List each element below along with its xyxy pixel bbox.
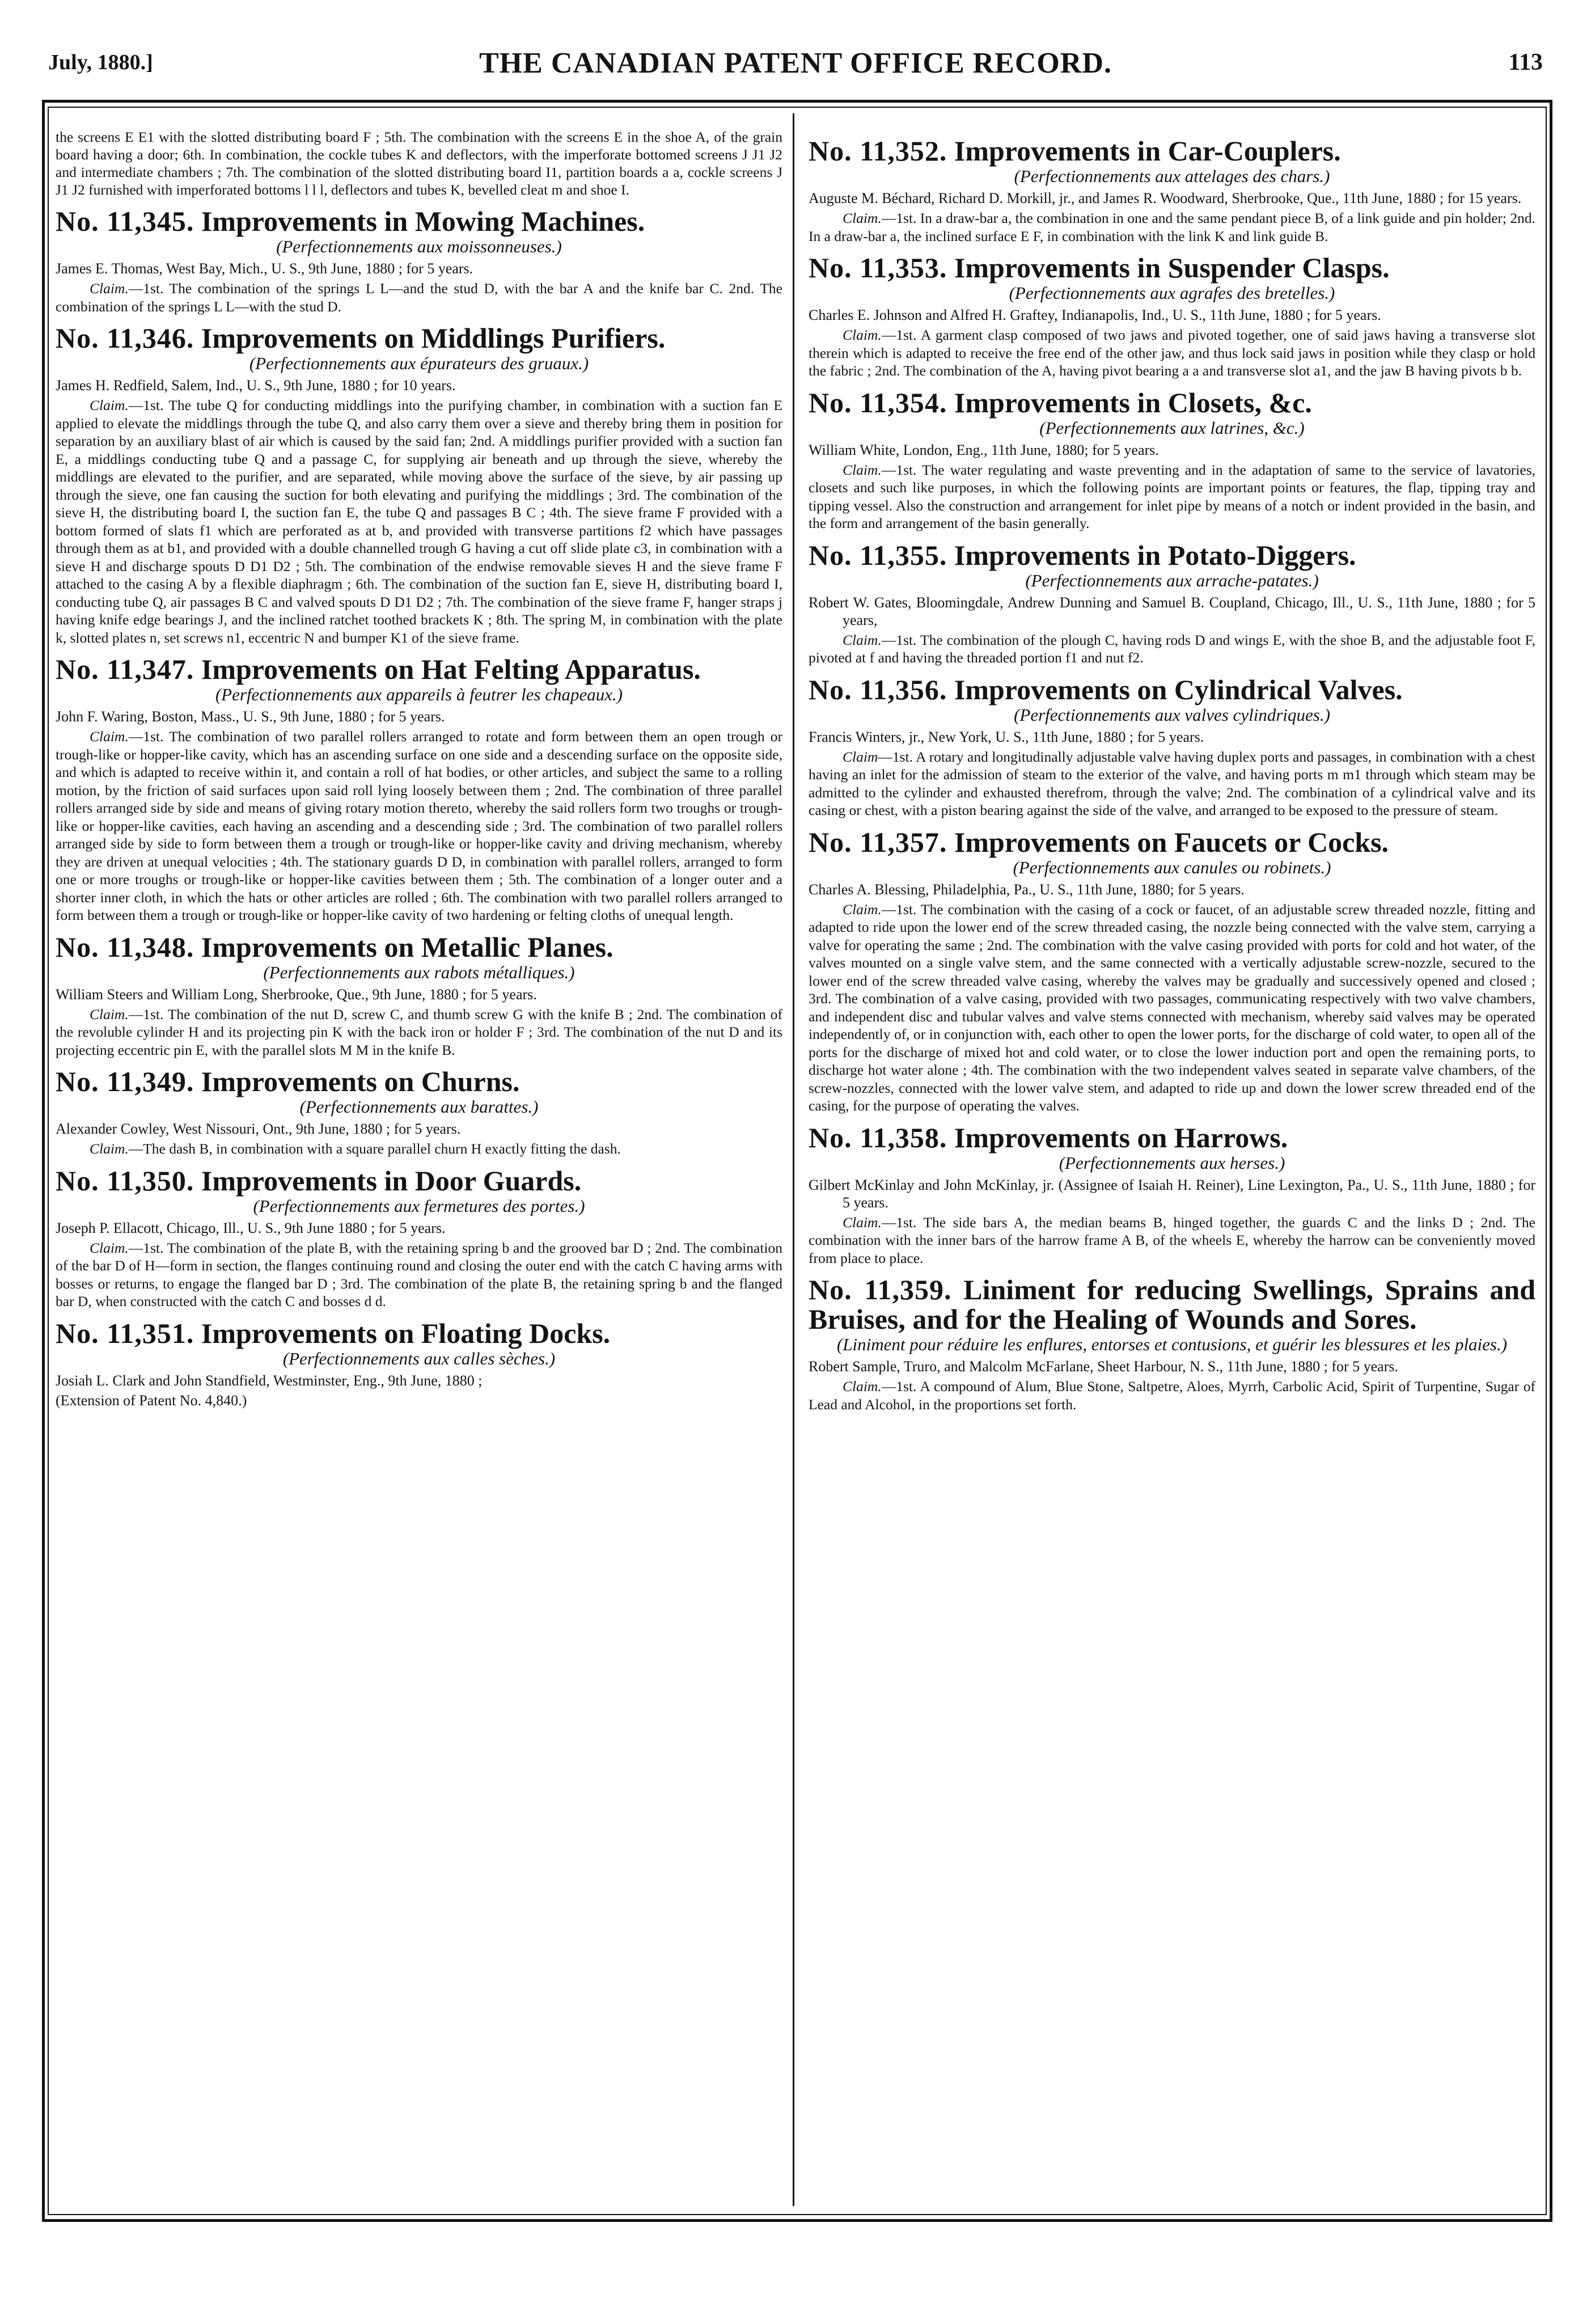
patent-number: No. 11,356. [809, 673, 947, 705]
patent-french-title: (Perfectionnements aux moissonneuses.) [276, 236, 562, 256]
patent-claim [809, 1214, 1535, 1267]
patent-heading [56, 654, 782, 684]
claim-label: Claim. [843, 631, 882, 648]
issue-date: July, 1880.] [48, 50, 153, 74]
patent-assignee: Josiah L. Clark and John Standfield, Westminster, Eng., 9th June, 1880 ; [56, 1372, 483, 1389]
patent-heading [809, 253, 1535, 282]
patent-assignee: William Steers and William Long, Sherbrooke, Que., 9th June, 1880 ; for 5 years. [56, 986, 537, 1003]
patent-claim [809, 1378, 1535, 1413]
patent-assignee: Gilbert McKinlay and John McKinlay, jr. (Assignee of Isaiah H. Reiner), Line Lexington, Pa., U. S., 11th June, 1880 ; for 5 years. [809, 1176, 1535, 1211]
patent-entry [809, 1123, 1535, 1267]
patent-number: No. 11,358. [809, 1121, 947, 1153]
claim-text: —1st. The combination of the springs L L—and the stud D, with the bar A and the knife bar C. 2nd. The combination of the springs L L—with the stud D. [56, 280, 782, 315]
patent-title: Improvements on Cylindrical Valves. [954, 673, 1403, 705]
patent-french-title: (Perfectionnements aux barattes.) [299, 1097, 539, 1117]
claim-label: Claim [843, 748, 878, 765]
patent-assignee: Alexander Cowley, West Nissouri, Ont., 9th June, 1880 ; for 5 years. [56, 1121, 461, 1137]
patent-claim [809, 326, 1535, 380]
patent-entry [56, 1319, 782, 1409]
patent-claim [56, 396, 782, 647]
patent-claim [56, 280, 782, 315]
patent-entry [56, 654, 782, 924]
patent-title: Improvements in Potato-Diggers. [954, 539, 1356, 571]
patent-heading [56, 206, 782, 236]
patent-entry [56, 206, 782, 315]
left-patent-list [56, 206, 782, 1409]
claim-text: —1st. In a draw-bar a, the combination in one and the same pendant piece B, of a link guide and pin holder; 2nd. In a draw-bar a, the inclined surface E F, in combination with the link K and link guide B. [809, 210, 1535, 244]
patent-title: Improvements on Middlings Purifiers. [201, 322, 666, 354]
claim-label: Claim. [843, 327, 882, 343]
patent-heading [56, 1319, 782, 1348]
patent-claim [809, 209, 1535, 245]
patent-claim [809, 901, 1535, 1115]
patent-title: Improvements in Car-Couplers. [954, 135, 1341, 167]
patent-entry [56, 1067, 782, 1158]
patent-french-title: (Perfectionnements aux arrache-patates.) [1025, 570, 1319, 590]
patent-number: No. 11,357. [809, 826, 947, 858]
claim-label: Claim. [843, 461, 882, 478]
patent-title: Improvements on Churns. [201, 1066, 520, 1097]
patent-number: No. 11,352. [809, 135, 947, 167]
patent-heading [56, 323, 782, 353]
patent-heading [56, 1067, 782, 1096]
patent-heading [56, 932, 782, 962]
claim-label: Claim. [843, 1378, 882, 1395]
patent-title: Improvements in Closets, &c. [954, 386, 1312, 419]
patent-number: No. 11,349. [56, 1066, 194, 1097]
continued-claim-text: the screens E E1 with the slotted distributing board F ; 5th. The combination with the screens E in the shoe A, of the grain board having a door; 6th. In combination, the cockle tubes K and deflectors, with the imperforate bottomed screens J J1 J2 and intermediate chambers ; 7th. The combination of the slotted distributing board I1, partition boards a a, cockle screens J J1 J2 furnished with imperforated bottoms l l l, deflectors and tubes K, bevelled cleat m and shoe I. [56, 129, 782, 198]
patent-number: No. 11,350. [56, 1164, 194, 1197]
patent-number: No. 11,353. [809, 252, 947, 284]
right-patent-list [809, 136, 1535, 1413]
patent-entry [809, 827, 1535, 1115]
patent-french-title: (Perfectionnements aux fermetures des portes.) [253, 1195, 585, 1216]
claim-label: Claim. [843, 901, 882, 918]
patent-assignee: Charles A. Blessing, Philadelphia, Pa., U. S., 11th June, 1880; for 5 years. [809, 881, 1245, 898]
patent-entry [809, 540, 1535, 667]
claim-label: Claim. [90, 1005, 129, 1022]
claim-text: —1st. A rotary and longitudinally adjustable valve having duplex ports and passages, in combination with a chest having an inlet for the admission of steam to the exterior of the valve, and having ports m m1 through which steam may be admitted to the cylinder and exhausted therefrom, through the valve; 2nd. The combination of a cylindrical valve and its casing or chest, with a piston bearing against the side of the valve, and arranged to be exposed to the pressure of steam. [809, 748, 1535, 818]
patent-assignee: Charles E. Johnson and Alfred H. Graftey, Indianapolis, Ind., U. S., 11th June, 1880 ; for 5 years. [809, 307, 1381, 323]
patent-claim [809, 748, 1535, 819]
patent-number: No. 11,354. [809, 386, 947, 419]
patent-claim [56, 1239, 782, 1311]
patent-claim [56, 1005, 782, 1059]
claim-text: —1st. A garment clasp composed of two jaws and pivoted together, one of said jaws having a transverse slot therein which is adapted to receive the free end of the other jaw, and thus lock said jaws in position while they clasp or hold the fabric ; 2nd. The combination of the A, having pivot bearing a a and transverse slot a1, and the jaw B having pivots b b. [809, 327, 1535, 379]
patent-entry [809, 253, 1535, 380]
patent-assignee: James E. Thomas, West Bay, Mich., U. S., 9th June, 1880 ; for 5 years. [56, 260, 473, 277]
patent-french-title: (Perfectionnements aux agrafes des bretelles.) [1009, 283, 1335, 303]
patent-entry [56, 323, 782, 647]
claim-text: —1st. The side bars A, the median beams B, hinged together, the guards C and the links D ; 2nd. The combination with the inner bars of the harrow frame A B, of the wheels E, whereby the harrow can be conveniently moved from place to place. [809, 1214, 1535, 1266]
patent-claim [809, 461, 1535, 533]
running-head [48, 47, 1543, 86]
claim-label: Claim. [90, 728, 129, 745]
patent-title: Improvements on Floating Docks. [201, 1317, 611, 1349]
patent-french-title: (Perfectionnements aux appareils à feutrer les chapeaux.) [215, 684, 623, 704]
claim-text: —1st. The combination of the nut D, screw C, and thumb screw G with the knife B ; 2nd. The combination of the revoluble cylinder H and its projecting pin K with the back iron or holder F ; 3rd. The combination of the nut D and its projecting eccentric pin E, with the parallel slots M M in the knife B. [56, 1005, 782, 1058]
patent-number: No. 11,355. [809, 539, 947, 571]
patent-entry [56, 1166, 782, 1311]
left-column [56, 128, 782, 2204]
patent-number: No. 11,359. [809, 1274, 952, 1305]
patent-heading [809, 540, 1535, 570]
patent-title: Improvements on Metallic Planes. [201, 931, 613, 963]
patent-title: Improvements in Door Guards. [201, 1164, 582, 1197]
patent-french-title: (Perfectionnements aux valves cylindriques.) [1014, 704, 1330, 725]
claim-label: Claim. [90, 1239, 129, 1256]
patent-number: No. 11,351. [56, 1317, 194, 1349]
page-number: 113 [1508, 49, 1543, 75]
patent-number: No. 11,347. [56, 653, 194, 685]
patent-title: Improvements in Mowing Machines. [201, 205, 645, 237]
patent-claim [809, 631, 1535, 667]
patent-number: No. 11,345. [56, 205, 194, 237]
patent-french-title: (Perfectionnements aux latrines, &c.) [1039, 417, 1305, 438]
patent-french-title: (Perfectionnements aux herses.) [1059, 1152, 1285, 1173]
patent-assignee: Robert Sample, Truro, and Malcolm McFarlane, Sheet Harbour, N. S., 11th June, 1880 ; for 5 years. [809, 1358, 1398, 1375]
patent-heading [809, 675, 1535, 704]
claim-text: —1st. The tube Q for conducting middlings into the purifying chamber, in combination with a suction fan E applied to elevate the middlings through the tube Q, and also carry them over a sieve and thereby bring them in position for separation by an auxiliary blast of air which is caused by the said fan; 2nd. A middlings purifier provided with a suction fan E, a middlings conducting tube Q and a passage C, for supplying air beneath and up through the sieve, whereby the middlings are elevated to the purifier, and are separated, while moving above the surface of the sieve, by air passing up through the sieve, one fan causing the suction for both elevating and purifying the middlings ; 3rd. The combination of the sieve H, the distributing board I, the suction fan E, the tube Q and passages B C ; 4th. The sieve frame F provided with a bottom formed of slats f1 which are perforated as at b, and provided with transverse partitions f2 which have passages through them as at b1, and provided with a double channelled trough G having a cut off slide plate c3, in combination with a sieve H and discharge spouts D D1 D2 ; 5th. The combination of the endwise removable sieves H and the sieve frame F attached to the casing A by a flexible diaphragm ; 6th. The combination of the suction fan E, sieve H, distributing board I, conducting tube Q, air passages B C and valved spouts D D1 D2 ; 7th. The combination of the sieve frame F, hanger straps j having knife edge bearings J, and the inclined ratchet toothed brackets K ; 8th. The spring M, in combination with the plate k, slotted plates n, set screws n1, eccentric N and bumper K1 of the sieve frame. [56, 397, 782, 646]
claim-text: —1st. The combination with the casing of a cock or faucet, of an adjustable screw threaded nozzle, fitting and adapted to ride upon the lower end of the screw threaded casing, the nozzle being connected with the valve stem, carrying a valve for operating the same ; 2nd. The combination with the valve casing provided with ports for cold and hot water, of the valves mounted on a single valve stem, and the same connected with a vertically adjustable screw-nozzle, secured to the lower end of the screw threaded valve casing, whereby the valves may be gradually and successively opened and closed ; 3rd. The combination of a valve casing, provided with two passages, communicating respectively with two valve chambers, and independent disc and tubular valves and valve stems connected with mechanism, whereby said valves may be operated independently of, or in conjunction with, each other to open the lower ports, for the discharge of cold water, to open all of the ports for the discharge of mixed hot and cold water, or to close the lower induction port and open the remaining ports, to discharge hot water alone ; 4th. The combination with the two independent valves seated in separate valve chambers, of the screw-nozzles, connected with the lower valve stem, and adapted to ride up and down the lower screw threaded end of the casing, for the purpose of operating the valves. [809, 901, 1535, 1114]
patent-number: No. 11,346. [56, 322, 194, 354]
claim-label: Claim. [90, 397, 129, 413]
claim-text: —1st. The combination of the plough C, having rods D and wings E, with the shoe B, and the adjustable foot F, pivoted at f and having the threaded portion f1 and nut f2. [809, 631, 1535, 666]
claim-text: —1st. A compound of Alum, Blue Stone, Saltpetre, Aloes, Myrrh, Carbolic Acid, Spirit of Turpentine, Sugar of Lead and Alcohol, in the proportions set forth. [809, 1378, 1535, 1413]
patent-entry [809, 675, 1535, 819]
patent-french-title: (Liniment pour réduire les enflures, entorses et contusions, et guérir les blessures et les plaies.) [836, 1334, 1508, 1354]
claim-label: Claim. [90, 1140, 129, 1157]
claim-text: —1st. The combination of two parallel rollers arranged to rotate and form between them an open trough or trough-like or hopper-like cavity, which has an ascending surface on one side and a descending surface on the opposite side, and which is adapted to receive within it, and contain a roll of hat bodies, or other articles, and subject the same to a rolling motion, by the friction of said surfaces upon said roll lying loosely between them ; 2nd. The combination of three parallel rollers arranged side by side and means of giving rotary motion thereto, whereby the said rollers form two troughs or trough-like or hopper-like cavities, each having an ascending and a descending side ; 3rd. The combination of two parallel rollers arranged side by side to form between them a trough or trough-like or hopper-like cavity and driving mechanism, whereby they are driven at unequal velocities ; 4th. The stationary guards D D, in combination with parallel rollers, arranged to form one or more troughs or trough-like or hopper-like cavities between them ; 5th. The combination of a longer outer and a shorter inner cloth, in which the hats or other articles are rolled ; 6th. The combination with two parallel rollers arranged to form between them a trough or trough-like or hopper-like cavity of two hardening or felting cloths of unequal length. [56, 728, 782, 923]
patent-assignee: Robert W. Gates, Bloomingdale, Andrew Dunning and Samuel B. Coupland, Chicago, Ill., U. S., 11th June, 1880 ; for 5 years, [809, 594, 1535, 628]
claim-label: Claim. [843, 210, 882, 226]
patent-french-title: (Perfectionnements aux calles sèches.) [282, 1348, 556, 1368]
claim-label: Claim. [90, 280, 129, 297]
patent-assignee: Auguste M. Béchard, Richard D. Morkill, jr., and James R. Woodward, Sherbrooke, Que., 11th June, 1880 ; for 15 years. [809, 190, 1522, 206]
patent-title: Improvements in Suspender Clasps. [954, 252, 1390, 284]
patent-number: No. 11,348. [56, 931, 194, 963]
patent-french-title: (Perfectionnements aux épurateurs des gruaux.) [249, 353, 589, 373]
patent-entry [809, 1275, 1535, 1413]
patent-claim [56, 1140, 782, 1158]
patent-title: Improvements on Faucets or Cocks. [954, 826, 1389, 858]
patent-french-title: (Perfectionnements aux canules ou robinets.) [1013, 857, 1331, 877]
patent-extension-note: (Extension of Patent No. 4,840.) [56, 1392, 247, 1409]
patent-assignee: James H. Redfield, Salem, Ind., U. S., 9th June, 1880 ; for 10 years. [56, 377, 456, 394]
patent-heading [56, 1166, 782, 1195]
patent-assignee: John F. Waring, Boston, Mass., U. S., 9th June, 1880 ; for 5 years. [56, 708, 445, 725]
patent-entry [809, 388, 1535, 533]
patent-assignee: Joseph P. Ellacott, Chicago, Ill., U. S., 9th June 1880 ; for 5 years. [56, 1219, 446, 1236]
patent-heading [809, 827, 1535, 857]
patent-french-title: (Perfectionnements aux rabots métalliques.) [263, 962, 575, 982]
patent-title: Improvements on Harrows. [954, 1121, 1288, 1153]
patent-heading [809, 136, 1535, 166]
patent-title: Improvements on Hat Felting Apparatus. [201, 653, 701, 685]
column-divider [793, 113, 794, 2206]
claim-text: —The dash B, in combination with a square parallel churn H exactly fitting the dash. [128, 1140, 621, 1157]
patent-claim [56, 728, 782, 924]
claim-label: Claim. [843, 1214, 882, 1231]
patent-assignee: William White, London, Eng., 11th June, 1880; for 5 years. [809, 441, 1159, 458]
patent-heading [809, 1275, 1535, 1334]
claim-text: —1st. The combination of the plate B, with the retaining spring b and the grooved bar D ; 2nd. The combination of the bar D of H—form in section, the flanges continuing round and closing the outer end with the catch C having arms with bosses or returns, to engage the flanged bar D ; 3rd. The combination of the plate B, the retaining spring b and the flanged bar D, when constructed with the catch C and bosses d d. [56, 1239, 782, 1309]
claim-text: —1st. The water regulating and waste preventing and in the adaptation of same to the service of lavatories, closets and such like purposes, in which the following points are important points or features, the flap, tipping tray and tipping vessel. Also the construction and arrangement for inlet pipe by means of a notch or indent provided in the basin, and the form and arrangement of the basin generally. [809, 461, 1535, 531]
journal-title: THE CANADIAN PATENT OFFICE RECORD. [479, 47, 1112, 79]
patent-entry [56, 932, 782, 1059]
patent-heading [809, 388, 1535, 417]
patent-heading [809, 1123, 1535, 1152]
patent-entry [809, 136, 1535, 245]
patent-assignee: Francis Winters, jr., New York, U. S., 11th June, 1880 ; for 5 years. [809, 728, 1204, 745]
right-column [809, 128, 1535, 2204]
patent-french-title: (Perfectionnements aux attelages des chars.) [1014, 166, 1330, 186]
patent-title: Liniment for reducing Swellings, Sprains and Bruises, and for the Healing of Wounds and Sores. [809, 1274, 1535, 1335]
